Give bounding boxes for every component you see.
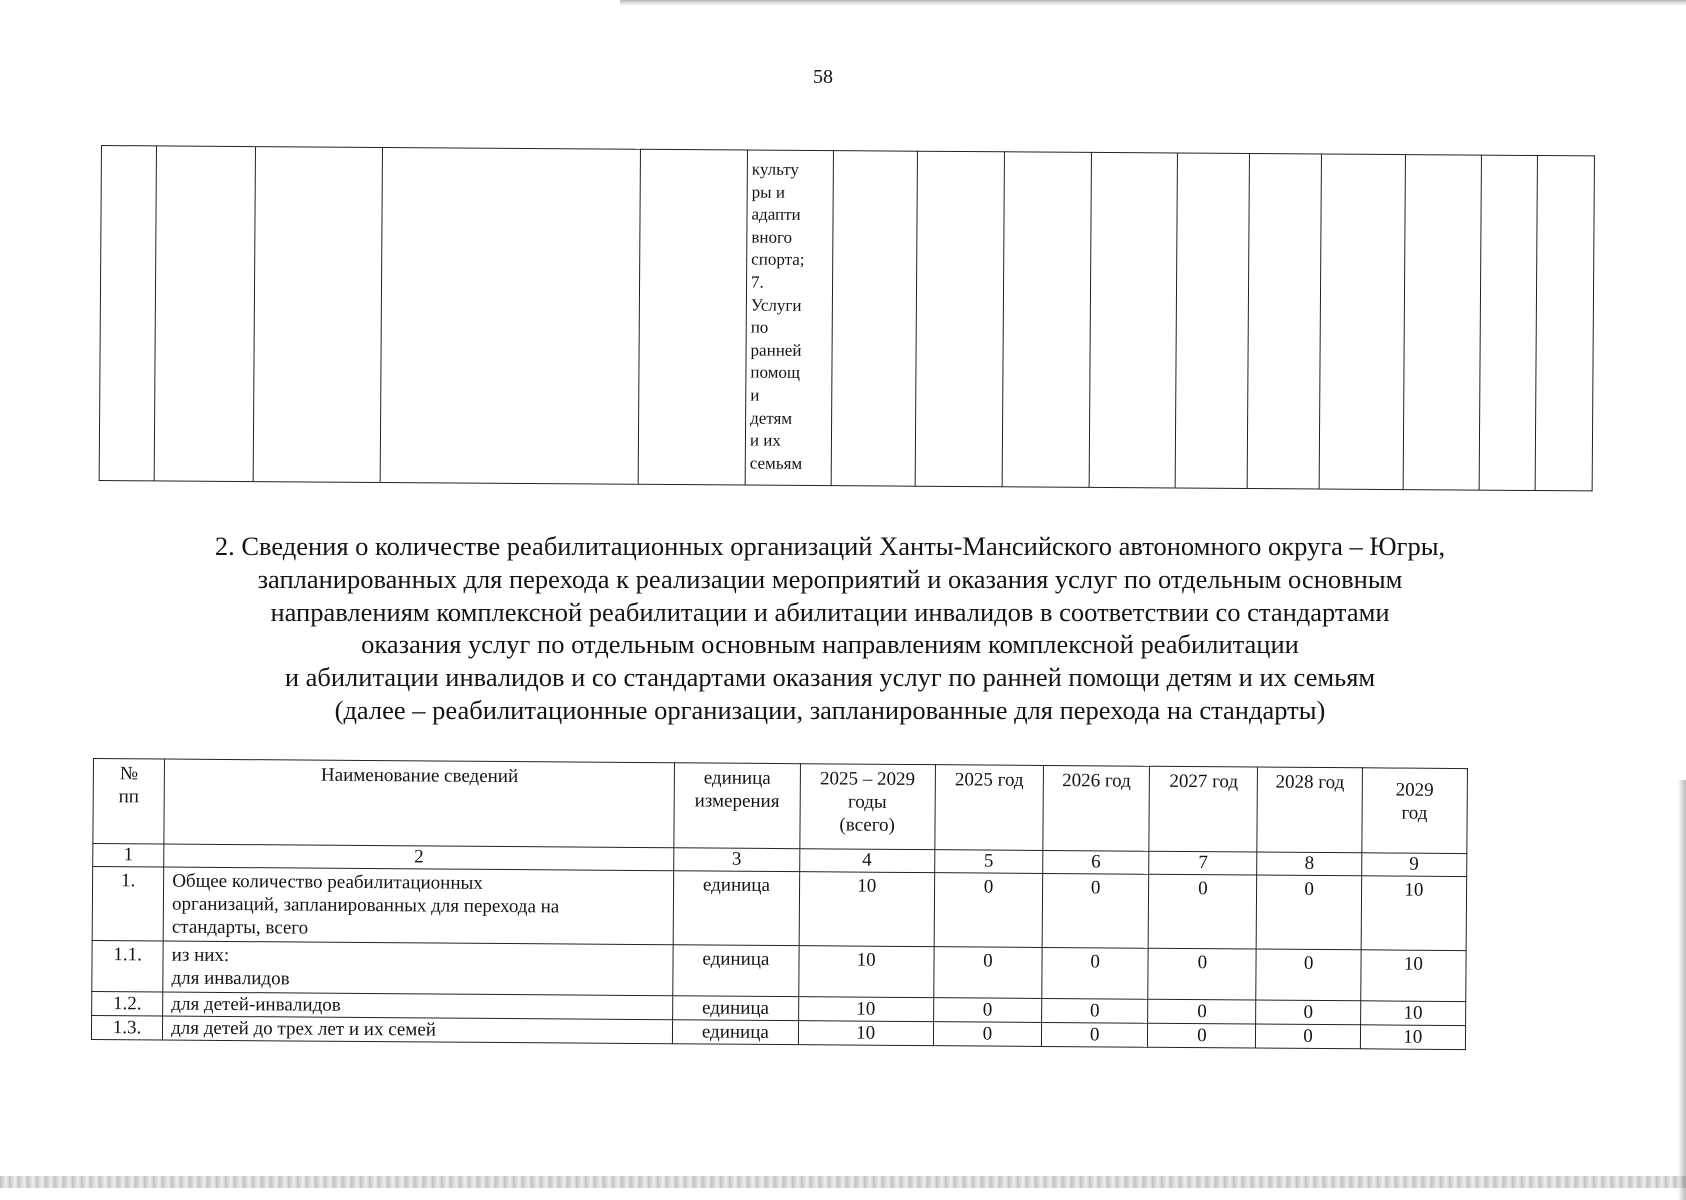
fragment-text-line: по bbox=[750, 317, 769, 337]
header-2027: 2027 год bbox=[1149, 766, 1258, 852]
fragment-row bbox=[99, 146, 1594, 491]
row-number: 1. bbox=[92, 867, 164, 942]
row-name bbox=[163, 1016, 673, 1044]
fragment-text-cell bbox=[745, 150, 833, 486]
row-value-2025: 0 bbox=[934, 947, 1043, 999]
header-2029-line: 2029 bbox=[1395, 779, 1434, 801]
fragment-cell bbox=[380, 147, 640, 484]
fragment-cell bbox=[1479, 155, 1537, 490]
fragment-cell bbox=[1002, 152, 1091, 488]
header-unit bbox=[674, 763, 800, 849]
row-value-2028: 0 bbox=[1256, 1024, 1360, 1049]
fragment-text-line: семьям bbox=[749, 453, 803, 473]
heading-line: направлениям комплексной реабилитации и абилитации инвалидов в соответствии со стандартами bbox=[270, 596, 1390, 627]
row-unit: единица bbox=[673, 996, 798, 1021]
row-number: 1.3. bbox=[91, 1015, 162, 1040]
fragment-text-line: адапти bbox=[751, 204, 801, 225]
row-name bbox=[163, 867, 674, 945]
fragment-text-line: помощ bbox=[750, 362, 801, 383]
scan-edge-bottom bbox=[0, 1176, 1686, 1188]
header-unit-line: единица bbox=[703, 767, 771, 789]
row-number: 1.2. bbox=[92, 991, 163, 1016]
header-num-line: пп bbox=[118, 786, 140, 808]
row-value-2027: 0 bbox=[1148, 874, 1257, 949]
fragment-cell bbox=[831, 151, 917, 487]
fragment-cell bbox=[915, 151, 1004, 487]
row-value-2025: 0 bbox=[933, 998, 1041, 1023]
fragment-cell bbox=[1247, 154, 1321, 489]
fragment-text-line: 7. bbox=[750, 272, 764, 292]
row-value-2027: 0 bbox=[1148, 999, 1256, 1024]
fragment-cell bbox=[99, 146, 156, 481]
fragment-text-line: спорта; bbox=[751, 249, 805, 270]
row-value-2026: 0 bbox=[1042, 998, 1148, 1023]
fragment-cell bbox=[1535, 156, 1594, 491]
header-2029-line: год bbox=[1401, 802, 1428, 824]
row-value-2026: 0 bbox=[1041, 1022, 1147, 1047]
header-2026: 2026 год bbox=[1043, 765, 1150, 851]
scan-edge-top bbox=[620, 0, 1686, 6]
row-value-total: 10 bbox=[799, 872, 935, 947]
row-value-2028: 0 bbox=[1256, 1000, 1360, 1025]
row-value-2029: 10 bbox=[1360, 950, 1466, 1002]
header-name: Наименование сведений bbox=[164, 759, 675, 848]
fragment-cell bbox=[1403, 155, 1481, 491]
row-value-total: 10 bbox=[798, 997, 933, 1022]
row-value-total: 10 bbox=[798, 1021, 933, 1046]
scan-edge-right bbox=[1678, 780, 1686, 1200]
heading-line: (далее – реабилитационные организации, запланированные для перехода на стандарты) bbox=[334, 694, 1326, 725]
header-num bbox=[93, 759, 165, 845]
header-total bbox=[799, 764, 935, 850]
row-unit: единица bbox=[673, 945, 799, 997]
fragment-cell bbox=[638, 149, 747, 485]
row-name-line: организаций, запланированных для перехода на bbox=[171, 893, 560, 918]
fragment-text-line: вного bbox=[751, 227, 793, 247]
column-number: 7 bbox=[1149, 851, 1257, 875]
header-total-line: (всего) bbox=[839, 814, 895, 836]
header-unit-line: измерения bbox=[694, 790, 780, 813]
row-value-2027: 0 bbox=[1148, 948, 1257, 1000]
fragment-text-line: и их bbox=[749, 430, 781, 450]
heading-line: запланированных для перехода к реализации мероприятий и оказания услуг по отдельным основным bbox=[257, 563, 1403, 594]
column-number: 4 bbox=[799, 849, 934, 873]
page-number: 58 bbox=[813, 66, 833, 88]
column-number: 2 bbox=[164, 844, 674, 871]
column-number: 8 bbox=[1257, 852, 1361, 876]
row-name-line: для детей до трех лет и их семей bbox=[171, 1017, 437, 1041]
header-total-line: 2025 – 2029 bbox=[819, 768, 916, 791]
row-name bbox=[163, 992, 673, 1020]
row-unit: единица bbox=[673, 871, 799, 946]
row-value-2026: 0 bbox=[1042, 873, 1149, 948]
table-row bbox=[92, 867, 1467, 951]
fragment-text-line: Услуги bbox=[750, 295, 802, 315]
fragment-text bbox=[746, 151, 832, 476]
fragment-cell bbox=[253, 147, 382, 483]
section-heading bbox=[130, 530, 1530, 727]
fragment-text-line: ранней bbox=[750, 340, 802, 360]
row-name-line: для инвалидов bbox=[171, 967, 290, 990]
row-name-line: для детей-инвалидов bbox=[171, 993, 341, 1016]
row-value-2025: 0 bbox=[933, 1022, 1041, 1047]
row-number: 1.1. bbox=[92, 940, 164, 992]
row-name-line: Общее количество реабилитационных bbox=[172, 870, 483, 894]
fragment-cell bbox=[154, 146, 255, 482]
header-total-line: годы bbox=[847, 791, 887, 813]
row-unit: единица bbox=[673, 1020, 798, 1045]
row-name-line: из них: bbox=[171, 944, 230, 967]
row-value-2029: 10 bbox=[1361, 876, 1467, 951]
heading-line: и абилитации инвалидов и со стандартами оказания услуг по ранней помощи детям и их семьям bbox=[284, 662, 1376, 693]
row-value-2025: 0 bbox=[934, 873, 1043, 948]
fragment-text-line: детям bbox=[750, 408, 793, 428]
header-2025: 2025 год bbox=[935, 765, 1044, 851]
fragment-text-line: ры и bbox=[751, 182, 786, 202]
row-value-total: 10 bbox=[798, 946, 934, 998]
row-value-2028: 0 bbox=[1257, 875, 1362, 950]
column-number: 1 bbox=[93, 844, 164, 868]
heading-line: оказания услуг по отдельным основным направлениям комплексной реабилитации bbox=[361, 629, 1299, 660]
header-num-line: № bbox=[119, 763, 139, 785]
row-value-2029: 10 bbox=[1360, 1025, 1465, 1050]
fragment-cell bbox=[1319, 154, 1405, 490]
row-name bbox=[163, 941, 673, 996]
column-number: 5 bbox=[934, 850, 1042, 874]
header-row bbox=[93, 759, 1468, 854]
column-number: 6 bbox=[1043, 850, 1149, 874]
row-value-2027: 0 bbox=[1148, 1023, 1256, 1048]
row-name-line: стандарты, всего bbox=[171, 916, 309, 939]
fragment-text-line: и bbox=[750, 385, 760, 405]
column-number: 3 bbox=[674, 848, 799, 872]
continued-table-fragment bbox=[99, 145, 1595, 491]
fragment-text-line: культу bbox=[751, 159, 799, 179]
header-2028: 2028 год bbox=[1257, 767, 1362, 853]
row-value-2029: 10 bbox=[1360, 1001, 1465, 1026]
fragment-cell bbox=[1175, 153, 1249, 488]
rehab-organizations-table bbox=[91, 758, 1468, 1050]
row-value-2028: 0 bbox=[1256, 949, 1361, 1001]
header-2029 bbox=[1362, 768, 1468, 854]
column-number: 9 bbox=[1361, 853, 1466, 877]
row-value-2026: 0 bbox=[1042, 947, 1149, 999]
fragment-cell bbox=[1089, 152, 1177, 488]
heading-line: 2. Сведения о количестве реабилитационных организаций Ханты-Мансийского автономного округа – Югры, bbox=[214, 531, 1446, 561]
